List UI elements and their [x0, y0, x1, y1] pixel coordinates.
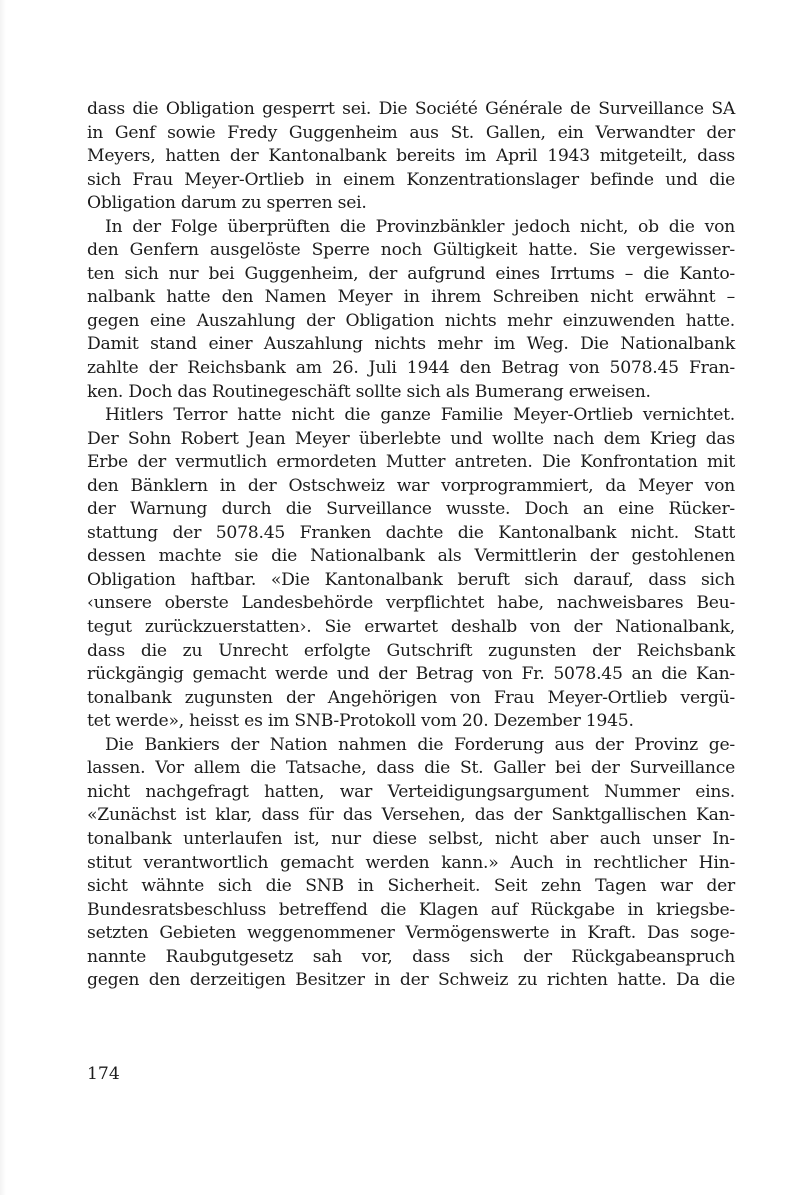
text-line: In der Folge überprüften die Provinzbänkler jedoch nicht, ob die von: [105, 216, 735, 237]
text-line: nannte Raubgutgesetz sah vor, dass sich der Rückgabeanspruch: [87, 946, 735, 967]
text-line: dessen machte sie die Nationalbank als Vermittlerin der gestohlenen: [87, 546, 735, 567]
text-line: «Zunächst ist klar, dass für das Versehen, das der Sanktgallischen Kan-: [87, 805, 735, 826]
text-line: tegut zurückzuerstatten›. Sie erwartet deshalb von der Nationalbank,: [87, 617, 735, 638]
text-line: in Genf sowie Fredy Guggenheim aus St. Gallen, ein Verwandter der: [87, 122, 735, 143]
page-number: 174: [87, 1064, 120, 1084]
text-line: stattung der 5078.45 Franken dachte die Kantonalbank nicht. Statt: [87, 522, 735, 543]
text-line: den Bänklern in der Ostschweiz war vorprogrammiert, da Meyer von: [87, 475, 735, 496]
paragraph-3: [87, 404, 735, 734]
text-line: sicht wähnte sich die SNB in Sicherheit. Seit zehn Tagen war der: [87, 876, 735, 897]
text-line: den Genfern ausgelöste Sperre noch Gültigkeit hatte. Sie vergewisser-: [87, 240, 735, 261]
body-text: [87, 98, 735, 993]
text-line: ken. Doch das Routinegeschäft sollte sich als Bumerang erweisen.: [87, 381, 651, 402]
text-line: Die Bankiers der Nation nahmen die Forderung aus der Provinz ge-: [105, 734, 735, 755]
text-line: ‹unsere oberste Landesbehörde verpflichtet habe, nachweisbares Beu-: [87, 593, 735, 614]
text-line: tet werde», heisst es im SNB-Protokoll vom 20. Dezember 1945.: [87, 711, 634, 732]
text-line: Erbe der vermutlich ermordeten Mutter antreten. Die Konfrontation mit: [87, 452, 735, 473]
text-line: gegen den derzeitigen Besitzer in der Schweiz zu richten hatte. Da die: [87, 970, 735, 991]
text-line: nicht nachgefragt hatten, war Verteidigungsargument Nummer eins.: [87, 781, 735, 802]
text-line: Obligation darum zu sperren sei.: [87, 193, 367, 214]
text-line: dass die Obligation gesperrt sei. Die Société Générale de Surveillance SA: [87, 99, 735, 119]
text-line: ten sich nur bei Guggenheim, der aufgrund eines Irrtums – die Kanto-: [87, 263, 735, 284]
text-line: tonalbank unterlaufen ist, nur diese selbst, nicht aber auch unser In-: [87, 828, 735, 849]
text-line: tonalbank zugunsten der Angehörigen von Frau Meyer-Ortlieb vergü-: [87, 687, 735, 708]
text-line: Bundesratsbeschluss betreffend die Klagen auf Rückgabe in kriegsbe-: [87, 899, 735, 920]
text-line: setzten Gebieten weggenommener Vermögenswerte in Kraft. Das soge-: [87, 923, 735, 944]
text-line: stitut verantwortlich gemacht werden kann.» Auch in rechtlicher Hin-: [87, 852, 735, 873]
text-line: Meyers, hatten der Kantonalbank bereits im April 1943 mitgeteilt, dass: [87, 146, 735, 167]
text-line: lassen. Vor allem die Tatsache, dass die St. Galler bei der Surveillance: [87, 758, 735, 779]
text-line: Hitlers Terror hatte nicht die ganze Familie Meyer-Ortlieb vernichtet.: [105, 405, 735, 426]
text-line: rückgängig gemacht werde und der Betrag von Fr. 5078.45 an die Kan-: [87, 664, 735, 685]
text-line: dass die zu Unrecht erfolgte Gutschrift zugunsten der Reichsbank: [87, 640, 735, 661]
text-line: der Warnung durch die Surveillance wusste. Doch an eine Rücker-: [87, 499, 735, 520]
text-line: Obligation haftbar. «Die Kantonalbank beruft sich darauf, dass sich: [87, 569, 735, 590]
paragraph-2: [87, 216, 735, 404]
text-line: nalbank hatte den Namen Meyer in ihrem Schreiben nicht erwähnt –: [87, 287, 735, 308]
text-line: Der Sohn Robert Jean Meyer überlebte und wollte nach dem Krieg das: [87, 428, 735, 449]
text-line: sich Frau Meyer-Ortlieb in einem Konzentrationslager befinde und die: [87, 169, 735, 190]
text-line: zahlte der Reichsbank am 26. Juli 1944 den Betrag von 5078.45 Fran-: [87, 358, 735, 379]
page-edge-shadow: [0, 0, 6, 1195]
paragraph-1: [87, 98, 735, 216]
text-line: gegen eine Auszahlung der Obligation nichts mehr einzuwenden hatte.: [87, 310, 735, 331]
paragraph-4: [87, 734, 735, 993]
text-line: Damit stand einer Auszahlung nichts mehr im Weg. Die Nationalbank: [87, 334, 735, 355]
